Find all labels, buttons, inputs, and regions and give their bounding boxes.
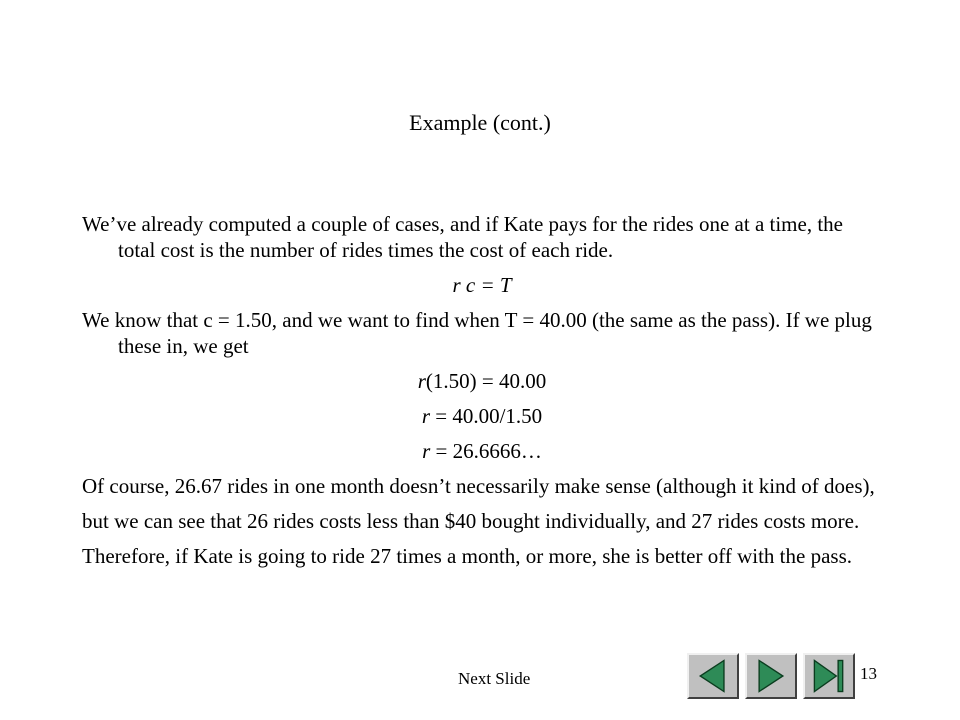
next-slide-link[interactable]: Next Slide: [458, 669, 531, 688]
paragraph-comparison: but we can see that 26 rides costs less than $40 bought individually, and 27 rides costs more.: [82, 509, 860, 533]
forward-button[interactable]: [745, 653, 797, 699]
back-button[interactable]: [687, 653, 739, 699]
equation-divide: [82, 403, 882, 429]
forward-arrow-icon: [747, 655, 795, 697]
slide-title: Example (cont.): [409, 110, 551, 135]
equation-substitute: [82, 368, 882, 394]
end-arrow-icon: [805, 655, 853, 697]
end-button[interactable]: [803, 653, 855, 699]
paragraph-of-course: Of course, 26.67 rides in one month doesn’t necessarily make sense (although it kind of does),: [82, 474, 875, 498]
page-number: 13: [860, 664, 877, 683]
equation-result: [82, 438, 882, 464]
equation-variable: r: [417, 369, 426, 393]
equation-rc-t: [82, 272, 882, 298]
equation-rest: (1.50) = 40.00: [425, 369, 547, 393]
paragraph-conclusion: Therefore, if Kate is going to ride 27 times a month, or more, she is better off with the pass.: [82, 544, 853, 568]
equation-rest: = 40.00/1.50: [430, 404, 543, 428]
slide-body: [82, 211, 882, 578]
equation-rest: = 26.6666…: [430, 439, 542, 463]
back-arrow-icon: [689, 655, 737, 697]
equation-variable: r: [421, 404, 430, 428]
equation-variable: r: [422, 439, 431, 463]
equation-text: r c = T: [452, 273, 512, 297]
paragraph-intro: We’ve already computed a couple of cases, and if Kate pays for the rides one at a time, the total cost is the number of rides times the cost of each ride.: [82, 212, 843, 262]
paragraph-known-values: We know that c = 1.50, and we want to find when T = 40.00 (the same as the pass). If we plug these in, we get: [82, 308, 872, 358]
